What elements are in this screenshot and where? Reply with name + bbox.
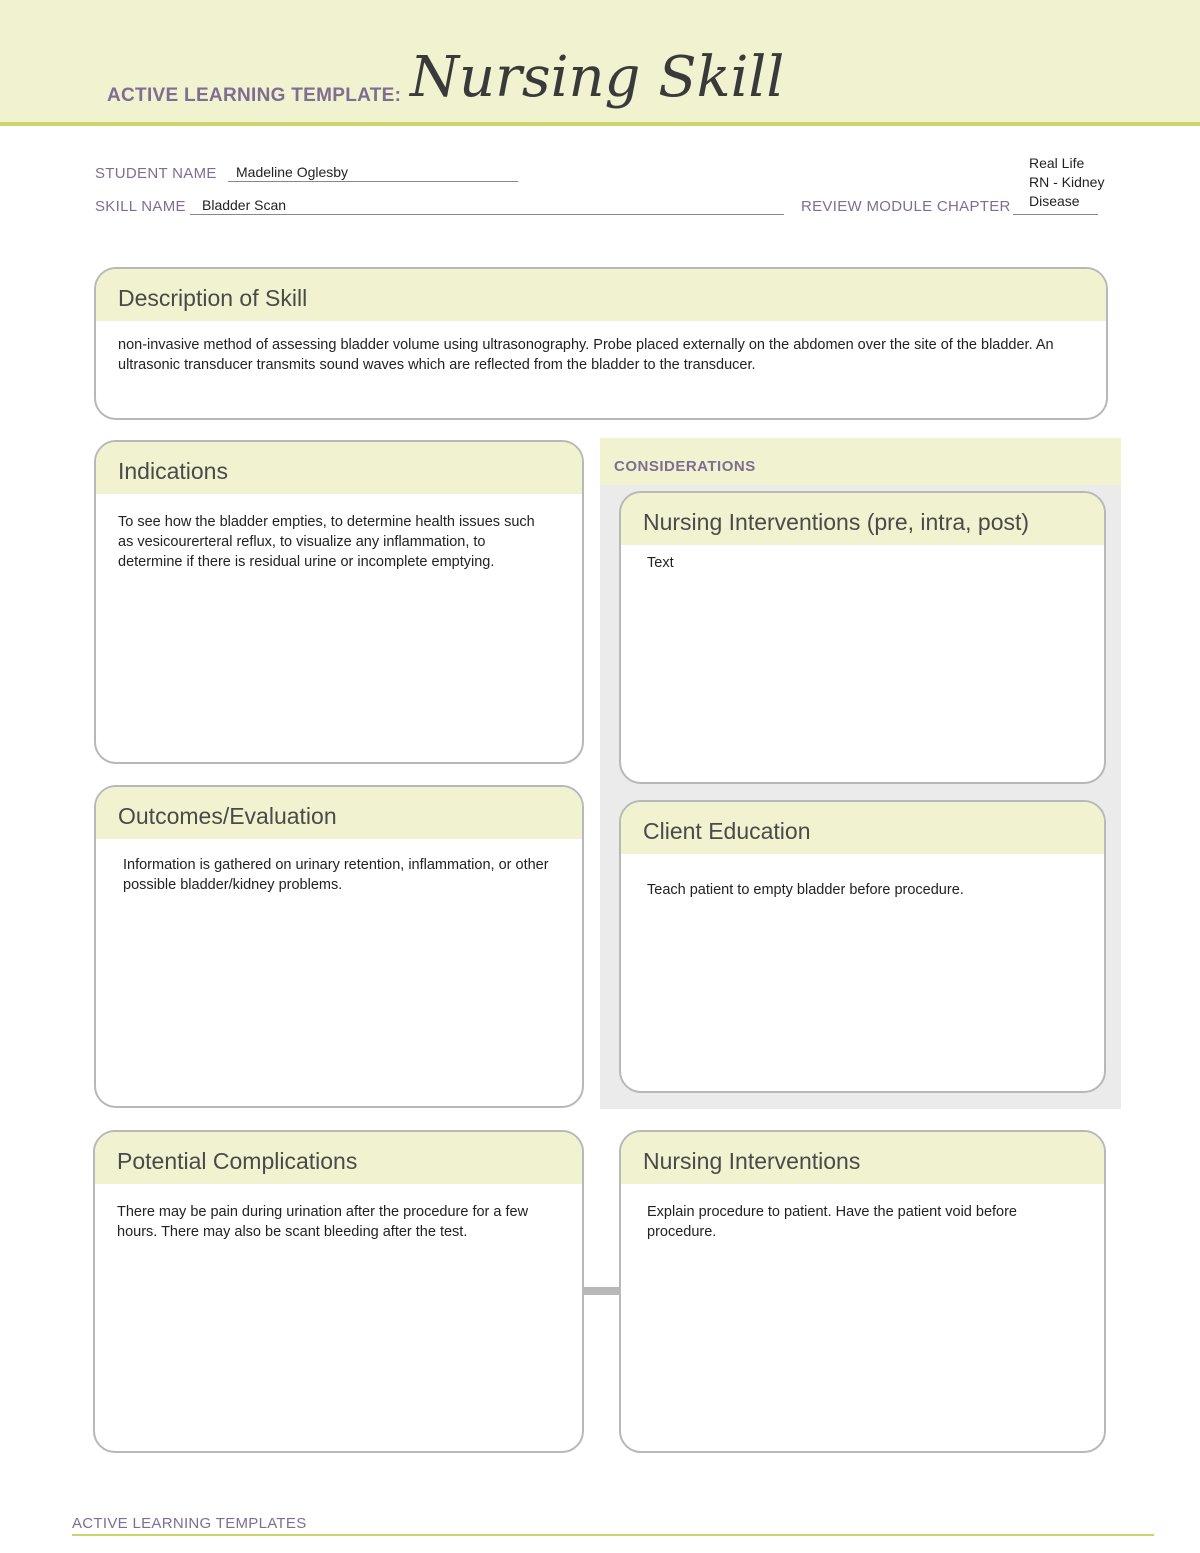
footer-text: ACTIVE LEARNING TEMPLATES [72, 1515, 307, 1532]
nursing-interventions-text[interactable]: Explain procedure to patient. Have the patient void before procedure. [647, 1204, 1017, 1240]
review-module-label: REVIEW MODULE CHAPTER [801, 198, 1011, 215]
nursing-interventions-title: Nursing Interventions [621, 1132, 1104, 1184]
description-section [94, 267, 1108, 420]
skill-name-underline [190, 214, 784, 215]
review-module-line: RN - Kidney [1029, 174, 1105, 190]
review-module-line: Real Life [1029, 155, 1085, 171]
client-education-title: Client Education [621, 802, 1104, 854]
nursing-interventions-ppp-text[interactable]: Text [647, 555, 674, 571]
template-title: Nursing Skill [410, 45, 785, 110]
indications-section [94, 440, 584, 764]
description-title: Description of Skill [96, 269, 1106, 321]
skill-name-field[interactable]: Bladder Scan [202, 197, 287, 213]
header-divider [0, 122, 1200, 126]
nursing-interventions-ppp-section [619, 491, 1106, 784]
template-label: ACTIVE LEARNING TEMPLATE: [107, 85, 402, 106]
footer-divider [72, 1534, 1154, 1536]
nursing-interventions-ppp-title: Nursing Interventions (pre, intra, post) [621, 493, 1104, 545]
outcomes-section [94, 785, 584, 1108]
outcomes-text[interactable]: Information is gathered on urinary retention, inflammation, or other possible bladder/kidney problems. [123, 857, 549, 893]
student-name-field[interactable]: Madeline Oglesby [236, 164, 349, 180]
review-module-line: Disease [1029, 193, 1080, 209]
indications-text[interactable]: To see how the bladder empties, to determine health issues such as vesicourerteral reflux, to visualize any inflammation, to determine if there is residual urine or incomplete emptying. [118, 514, 535, 570]
description-text[interactable]: non-invasive method of assessing bladder volume using ultrasonography. Probe placed externally on the abdomen over the site of the bladder. An ultrasonic transducer transmits sound waves which are reflected from the bladder to the transducer. [118, 337, 1054, 373]
student-name-label: STUDENT NAME [95, 165, 217, 182]
review-module-underline [1013, 214, 1098, 215]
potential-complications-section [93, 1130, 584, 1453]
client-education-section [619, 800, 1106, 1093]
review-module-field[interactable] [1029, 154, 1104, 211]
student-name-underline [228, 181, 518, 182]
outcomes-title: Outcomes/Evaluation [96, 787, 582, 839]
potential-complications-text[interactable]: There may be pain during urination after the procedure for a few hours. There may also be scant bleeding after the test. [117, 1204, 529, 1240]
indications-title: Indications [96, 442, 582, 494]
nursing-interventions-section [619, 1130, 1106, 1453]
potential-complications-title: Potential Complications [95, 1132, 582, 1184]
section-connector [584, 1287, 620, 1295]
client-education-text[interactable]: Teach patient to empty bladder before procedure. [647, 882, 964, 898]
considerations-label: CONSIDERATIONS [614, 458, 756, 475]
skill-name-label: SKILL NAME [95, 198, 186, 215]
